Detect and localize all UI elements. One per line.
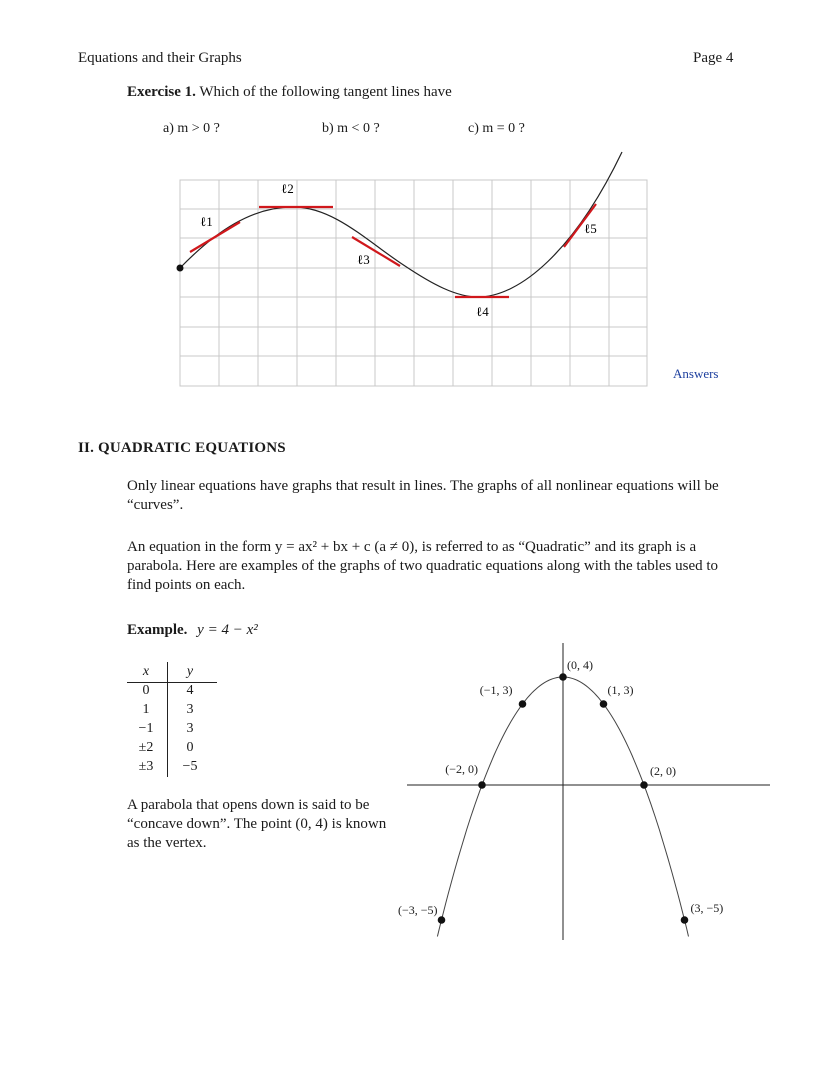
table-header-x: x	[142, 664, 150, 679]
tangent-label-1: ℓ1	[200, 214, 213, 229]
table-cell-x: 0	[142, 683, 150, 698]
example-equation: y = 4 − x²	[197, 622, 258, 638]
point-label: (−2, 0)	[445, 762, 478, 776]
point-label: (3, −5)	[690, 901, 724, 915]
table-cell-y: 3	[186, 702, 194, 717]
option-b: b) m < 0 ?	[322, 121, 380, 136]
section-paragraph-1: Only linear equations have graphs that result in lines. The graphs of all nonlinear equations will be “curves”.	[127, 478, 719, 513]
table-cell-y: 3	[186, 721, 194, 736]
table-header-y: y	[186, 664, 194, 679]
table-cell-x: ±2	[138, 740, 154, 755]
section-heading: II. QUADRATIC EQUATIONS	[78, 440, 286, 456]
table-cell-x: ±3	[138, 759, 154, 774]
parabola-point	[640, 781, 648, 789]
document-title: Equations and their Graphs	[78, 50, 242, 66]
parabola-point	[519, 700, 527, 708]
parabola-point	[478, 781, 486, 789]
point-label: (2, 0)	[650, 764, 676, 778]
point-label: (−1, 3)	[479, 683, 513, 697]
parabola-point	[438, 916, 446, 924]
exercise-question: Which of the following tangent lines have	[199, 84, 452, 100]
point-label: (1, 3)	[607, 683, 634, 697]
tangent-label-3: ℓ3	[357, 252, 370, 267]
answers-link[interactable]: Answers	[673, 366, 719, 381]
option-c: c) m = 0 ?	[468, 121, 525, 136]
parabola-points	[398, 658, 723, 924]
table-cell-x: −1	[138, 721, 154, 736]
parabola-point	[600, 700, 608, 708]
option-a: a) m > 0 ?	[163, 121, 220, 136]
point-label: (0, 4)	[567, 658, 593, 672]
tangent-label-5: ℓ5	[584, 221, 597, 236]
point-label: (−3, −5)	[397, 903, 438, 917]
page-number: Page 4	[693, 50, 734, 66]
tangent-label-2: ℓ2	[281, 181, 294, 196]
table-cell-y: −5	[182, 759, 198, 774]
tangent-label-4: ℓ4	[476, 304, 489, 319]
parabola-point	[681, 916, 689, 924]
table-cell-y: 0	[186, 740, 194, 755]
vertex-note: A parabola that opens down is said to be “concave down”. The point (0, 4) is known as the vertex.	[127, 797, 387, 851]
table-cell-y: 4	[186, 683, 194, 698]
section-paragraph-2: An equation in the form y = ax² + bx + c (a ≠ 0), is referred to as “Quadratic” and its graph is a parabola. Here are examples of the graphs of two quadratic equations along with the tables used to find points on each.	[127, 539, 719, 593]
parabola-point	[559, 673, 567, 681]
example-label: Example.	[127, 622, 188, 638]
exercise-label: Exercise 1.	[127, 84, 196, 100]
table-cell-x: 1	[142, 702, 150, 717]
